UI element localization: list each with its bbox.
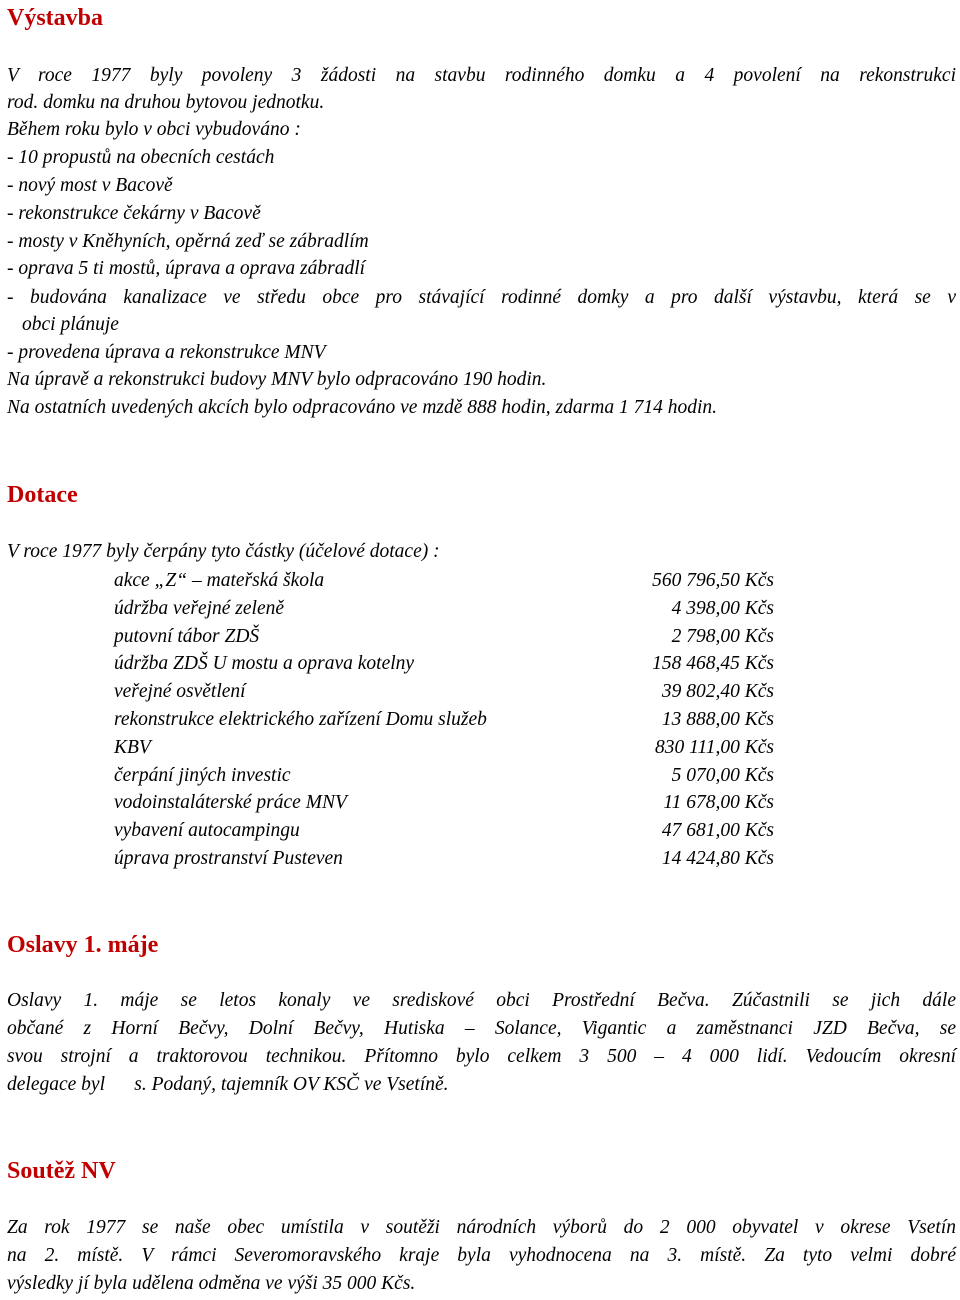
heading-vystavba: Výstavba (7, 5, 104, 31)
dotace-item-amount: 11 678,00 Kčs (663, 792, 774, 814)
dotace-item-name: údržba veřejné zeleně (114, 597, 285, 619)
dotace-item-amount: 39 802,40 Kčs (661, 681, 774, 703)
dotace-item-name: akce „Z“ – mateřská škola (114, 570, 325, 591)
text-line: V roce 1977 byly povoleny 3 žádosti na stavbu rodinného domku a 4 povolení na rekonstrukci (7, 65, 956, 86)
text-line: výsledky jí byla udělena odměna ve výši 35 000 Kčs. (7, 1273, 416, 1294)
dotace-item-name: čerpání jiných investic (114, 764, 291, 786)
heading-oslavy: Oslavy 1. máje (7, 932, 159, 958)
dotace-item-amount: 560 796,50 Kčs (652, 570, 774, 591)
dotace-item-amount: 830 111,00 Kčs (655, 736, 774, 758)
text-line: Během roku bylo v obci vybudováno : (7, 119, 301, 140)
dotace-item-name: úprava prostranství Pusteven (114, 848, 343, 869)
text-line: rod. domku na druhou bytovou jednotku. (7, 92, 325, 113)
list-item: - 10 propustů na obecních cestách (7, 147, 275, 168)
heading-dotace: Dotace (7, 482, 78, 508)
oslavy-paragraph (7, 987, 956, 1099)
text-line: - budována kanalizace ve středu obce pro stávající rodinné domky a pro další výstavbu, která se v (7, 287, 956, 308)
dotace-item-amount: 13 888,00 Kčs (661, 709, 774, 730)
text-line: svou strojní a traktorovou technikou. Přítomno bylo celkem 3 500 – 4 000 lidí. Vedoucím okresní (7, 1046, 956, 1067)
dotace-row (114, 678, 774, 706)
dotace-item-amount: 14 424,80 Kčs (661, 848, 774, 869)
list-item: - nový most v Bacově (7, 175, 173, 196)
dotace-row (114, 650, 774, 678)
text-line: na 2. místě. V rámci Severomoravského kraje byla vyhodnocena na 3. místě. Za tyto velmi dobré (7, 1245, 956, 1266)
dotace-item-amount: 47 681,00 Kčs (661, 820, 774, 842)
dotace-item-amount: 2 798,00 Kčs (671, 625, 774, 647)
dotace-item-amount: 4 398,00 Kčs (671, 597, 774, 619)
dotace-row (114, 706, 774, 734)
dotace-item-name: putovní tábor ZDŠ (114, 625, 260, 647)
dotace-row (114, 567, 774, 595)
text-line: Na ostatních uvedených akcích bylo odpracováno ve mzdě 888 hodin, zdarma 1 714 hodin. (7, 397, 717, 418)
vystavba-paragraph-1 (7, 62, 956, 90)
dotace-item-name: KBV (114, 736, 151, 758)
dotace-row (114, 845, 774, 873)
dotace-item-amount: 158 468,45 Kčs (652, 653, 774, 675)
dotace-item-amount: 5 070,00 Kčs (671, 764, 774, 786)
dotace-row (114, 734, 774, 762)
dotace-row (114, 623, 774, 651)
text-line: občané z Horní Bečvy, Dolní Bečvy, Hutiska – Solance, Vigantic a zaměstnanci JZD Bečva, se (7, 1018, 956, 1039)
dotace-item-name: veřejné osvětlení (114, 681, 246, 703)
dotace-row (114, 789, 774, 817)
text-line: delegace byl s. Podaný, tajemník OV KSČ ve Vsetíně. (7, 1074, 449, 1095)
list-item: - rekonstrukce čekárny v Bacově (7, 203, 261, 224)
dotace-row (114, 595, 774, 623)
dotace-item-name: rekonstrukce elektrického zařízení Domu služeb (114, 709, 487, 730)
text-line: Za rok 1977 se naše obec umístila v soutěži národních výborů do 2 000 obyvatel v okrese Vsetín (7, 1217, 956, 1238)
dotace-row (114, 762, 774, 790)
dotace-row (114, 817, 774, 845)
text-line: Na úpravě a rekonstrukci budovy MNV bylo odpracováno 190 hodin. (7, 369, 547, 390)
list-item: - provedena úprava a rekonstrukce MNV (7, 342, 326, 363)
dotace-item-name: vybavení autocampingu (114, 820, 300, 842)
list-item (7, 284, 956, 312)
dotace-item-name: údržba ZDŠ U mostu a oprava kotelny (114, 653, 415, 675)
soutez-paragraph (7, 1214, 956, 1298)
list-item: - oprava 5 ti mostů, úprava a oprava zábradlí (7, 258, 366, 279)
heading-soutez: Soutěž NV (7, 1158, 116, 1184)
text-line: obci plánuje (22, 314, 119, 335)
dotace-intro: V roce 1977 byly čerpány tyto částky (účelové dotace) : (7, 541, 440, 562)
dotace-item-name: vodoinstaláterské práce MNV (114, 792, 347, 814)
list-item: - mosty v Kněhyních, opěrná zeď se zábradlím (7, 231, 369, 252)
text-line: Oslavy 1. máje se letos konaly ve srediskové obci Prostřední Bečva. Zúčastnili se jich dále (7, 990, 956, 1011)
